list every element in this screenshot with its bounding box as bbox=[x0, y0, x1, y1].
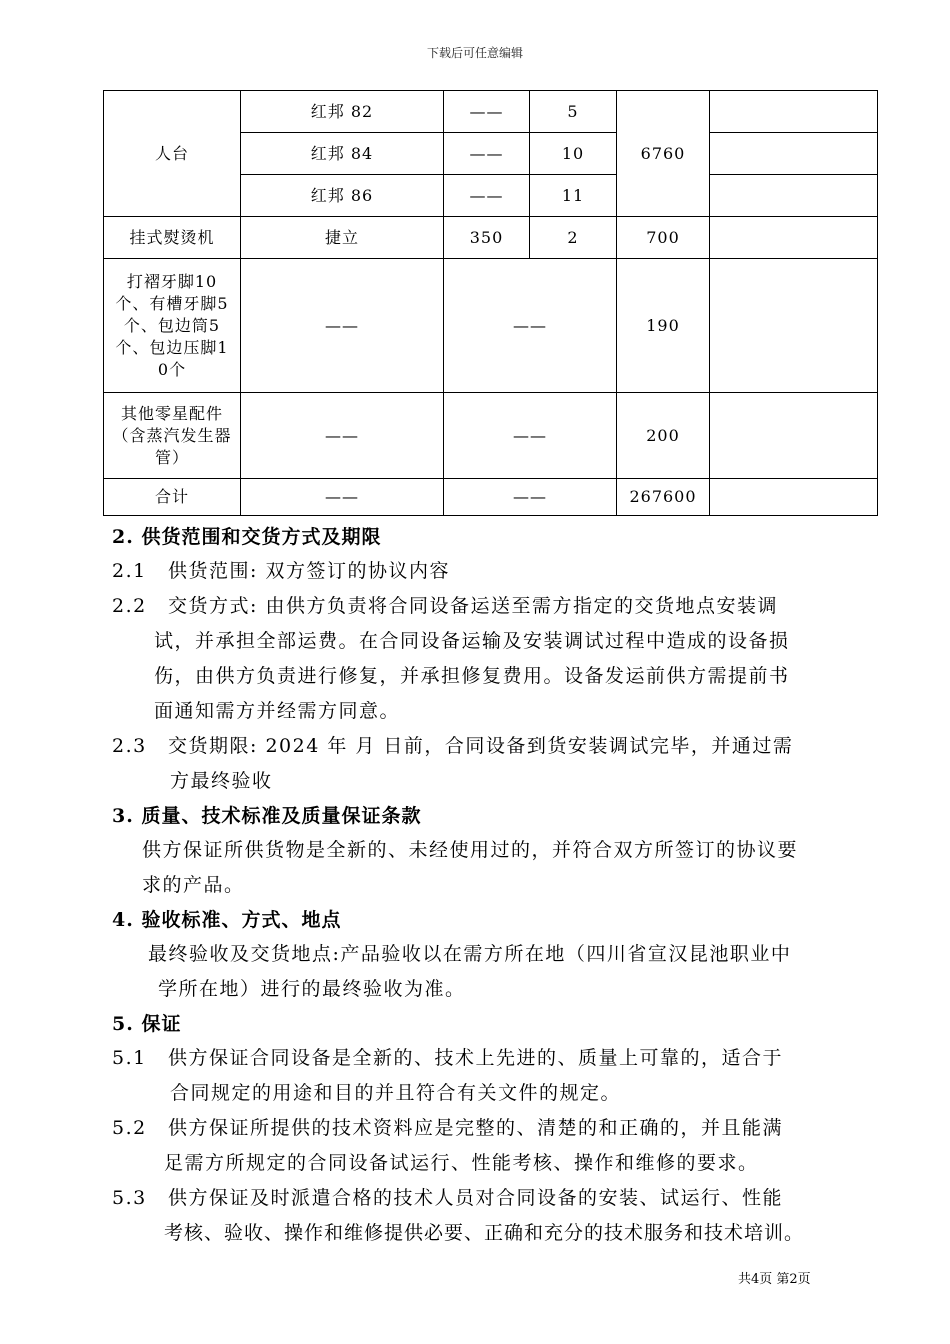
price-cell: —— bbox=[444, 91, 530, 133]
table-row bbox=[104, 259, 878, 393]
clause-text-line: 合同规定的用途和目的并且符合有关文件的规定。 bbox=[170, 1082, 622, 1104]
qty-cell: 11 bbox=[530, 175, 617, 217]
remark-cell bbox=[710, 217, 878, 259]
header-note: 下载后可任意编辑 bbox=[426, 46, 523, 60]
equipment-table bbox=[103, 90, 878, 516]
qty-cell: 5 bbox=[530, 91, 617, 133]
clause-number: 2.3 bbox=[112, 735, 147, 757]
price-qty-cell: —— bbox=[444, 393, 617, 479]
total-cell: 6760 bbox=[617, 91, 710, 217]
price-qty-cell: —— bbox=[444, 479, 617, 516]
clause-2-1 bbox=[112, 554, 872, 589]
section-heading: 3. 质量、技术标准及质量保证条款 bbox=[112, 805, 422, 827]
clause-text-line: 试，并承担全部运费。在合同设备运输及安装调试过程中造成的设备损 bbox=[154, 630, 790, 652]
clause-2-2 bbox=[112, 589, 872, 624]
item-name-text: 打褶牙脚10个、有槽牙脚5个、包边筒5个、包边压脚10个 bbox=[115, 271, 229, 379]
table-row bbox=[104, 393, 878, 479]
clause-text: 供方保证所提供的技术资料应是完整的、清楚的和正确的，并且能满 bbox=[168, 1117, 784, 1139]
page-number: 共4页 第2页 bbox=[738, 1272, 811, 1287]
total-cell: 200 bbox=[617, 393, 710, 479]
section-heading: 4. 验收标准、方式、地点 bbox=[112, 909, 342, 931]
clause-number: 2.2 bbox=[112, 595, 147, 617]
clause-text-line: 最终验收及交货地点:产品验收以在需方所在地（四川省宣汉昆池职业中 bbox=[148, 943, 792, 965]
clause-5-2 bbox=[112, 1111, 872, 1146]
item-name-cell bbox=[104, 393, 241, 479]
remark-cell bbox=[710, 259, 878, 393]
total-cell: 190 bbox=[617, 259, 710, 393]
item-name-cell: 挂式熨烫机 bbox=[104, 217, 241, 259]
item-name-cell bbox=[104, 259, 241, 393]
table-row bbox=[104, 479, 878, 516]
clause-text-line: 求的产品。 bbox=[142, 874, 245, 896]
item-name-cell: 合计 bbox=[104, 479, 241, 516]
clause-text: 交货期限: 2024 年 月 日前，合同设备到货安装调试完毕，并通过需 bbox=[168, 735, 794, 757]
clause-number: 2.1 bbox=[112, 560, 147, 582]
clause-text: 供方保证合同设备是全新的、技术上先进的、质量上可靠的，适合于 bbox=[168, 1047, 784, 1069]
remark-cell bbox=[710, 133, 878, 175]
clause-2-3 bbox=[112, 729, 872, 764]
clause-text-line: 供方保证所供货物是全新的、未经使用过的，并符合双方所签订的协议要 bbox=[142, 839, 799, 861]
price-cell: 350 bbox=[444, 217, 530, 259]
remark-cell bbox=[710, 479, 878, 516]
clause-text-line: 考核、验收、操作和维修提供必要、正确和充分的技术服务和技术培训。 bbox=[164, 1222, 805, 1244]
clause-text: 供方保证及时派遣合格的技术人员对合同设备的安装、试运行、性能 bbox=[168, 1187, 784, 1209]
remark-cell bbox=[710, 393, 878, 479]
section-heading: 2. 供货范围和交货方式及期限 bbox=[112, 526, 382, 548]
price-cell: —— bbox=[444, 175, 530, 217]
clause-5-3 bbox=[112, 1181, 872, 1216]
clause-5-1 bbox=[112, 1041, 872, 1076]
model-cell: —— bbox=[241, 393, 444, 479]
qty-cell: 10 bbox=[530, 133, 617, 175]
clause-text-line: 学所在地）进行的最终验收为准。 bbox=[158, 978, 466, 1000]
clause-text: 交货方式: 由供方负责将合同设备运送至需方指定的交货地点安装调 bbox=[168, 595, 778, 617]
item-name-text: 其他零星配件（含蒸汽发生器管） bbox=[112, 403, 232, 467]
model-cell: 红邦 84 bbox=[241, 133, 444, 175]
total-cell: 700 bbox=[617, 217, 710, 259]
clause-number: 5.1 bbox=[112, 1047, 147, 1069]
remark-cell bbox=[710, 175, 878, 217]
model-cell: —— bbox=[241, 259, 444, 393]
item-name-cell: 人台 bbox=[104, 91, 241, 217]
price-qty-cell: —— bbox=[444, 259, 617, 393]
model-cell: 红邦 86 bbox=[241, 175, 444, 217]
clause-text-line: 伤，由供方负责进行修复，并承担修复费用。设备发运前供方需提前书 bbox=[154, 665, 790, 687]
model-cell: —— bbox=[241, 479, 444, 516]
clause-number: 5.2 bbox=[112, 1117, 147, 1139]
remark-cell bbox=[710, 91, 878, 133]
clause-text-line: 方最终验收 bbox=[170, 770, 273, 792]
clause-number: 5.3 bbox=[112, 1187, 147, 1209]
qty-cell: 2 bbox=[530, 217, 617, 259]
price-cell: —— bbox=[444, 133, 530, 175]
table-row bbox=[104, 217, 878, 259]
total-cell: 267600 bbox=[617, 479, 710, 516]
table-row bbox=[104, 91, 878, 133]
clause-text-line: 足需方所规定的合同设备试运行、性能考核、操作和维修的要求。 bbox=[164, 1152, 759, 1174]
model-cell: 红邦 82 bbox=[241, 91, 444, 133]
clause-text-line: 面通知需方并经需方同意。 bbox=[154, 700, 401, 722]
contract-body bbox=[112, 520, 872, 1251]
section-heading: 5. 保证 bbox=[112, 1013, 182, 1035]
clause-text: 供货范围: 双方签订的协议内容 bbox=[168, 560, 450, 582]
model-cell: 捷立 bbox=[241, 217, 444, 259]
